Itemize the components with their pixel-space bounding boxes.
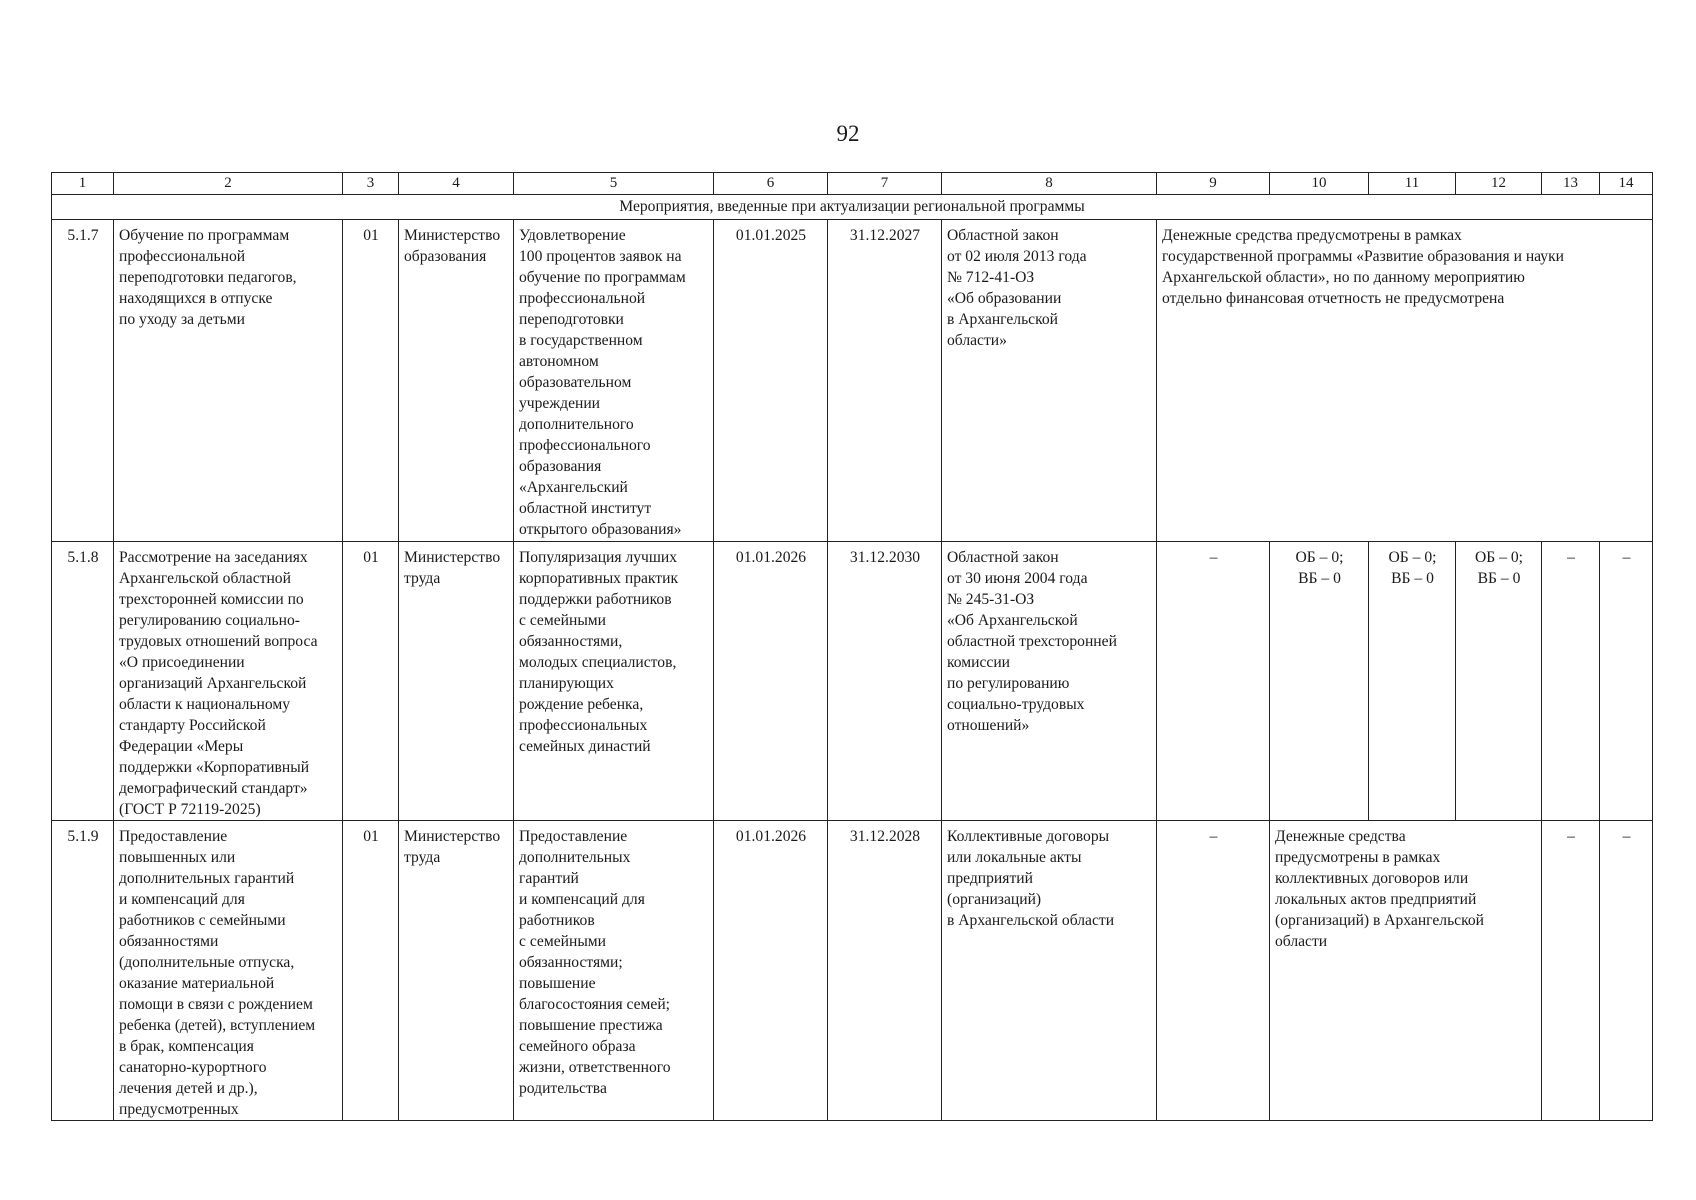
table-row bbox=[52, 542, 1653, 821]
column-number: 12 bbox=[1456, 173, 1542, 195]
item-number: 5.1.9 bbox=[52, 821, 114, 1121]
executor-cell: Министерство труда bbox=[399, 821, 514, 1121]
column-number: 1 bbox=[52, 173, 114, 195]
measure-name: Обучение по программам профессиональной переподготовки педагогов, находящихся в отпуске по уходу за детьми bbox=[114, 220, 343, 542]
funding-col-13: – bbox=[1542, 821, 1600, 1121]
column-number: 4 bbox=[399, 173, 514, 195]
finance-note: Денежные средства предусмотрены в рамках государственной программы «Развитие образования и науки Архангельской области», но по данному мероприятию отдельно финансовая отчетность не предусмотрена bbox=[1157, 220, 1653, 542]
table-row bbox=[52, 220, 1653, 542]
table-row bbox=[52, 821, 1653, 1121]
regional-program-table bbox=[51, 172, 1653, 1121]
code-cell: 01 bbox=[343, 821, 399, 1121]
funding-col-12: ОБ – 0; ВБ – 0 bbox=[1456, 542, 1542, 821]
code-cell: 01 bbox=[343, 542, 399, 821]
column-number: 2 bbox=[114, 173, 343, 195]
start-date: 01.01.2026 bbox=[714, 821, 828, 1121]
end-date: 31.12.2027 bbox=[828, 220, 942, 542]
funding-col-11: ОБ – 0; ВБ – 0 bbox=[1369, 542, 1456, 821]
funding-col-9: – bbox=[1157, 821, 1270, 1121]
column-number: 5 bbox=[514, 173, 714, 195]
column-number-row bbox=[52, 173, 1653, 195]
start-date: 01.01.2025 bbox=[714, 220, 828, 542]
column-number: 7 bbox=[828, 173, 942, 195]
code-cell: 01 bbox=[343, 220, 399, 542]
column-number: 3 bbox=[343, 173, 399, 195]
start-date: 01.01.2026 bbox=[714, 542, 828, 821]
column-number: 8 bbox=[942, 173, 1157, 195]
section-header-row bbox=[52, 195, 1653, 220]
funding-col-9: – bbox=[1157, 542, 1270, 821]
result-cell: Популяризация лучших корпоративных практик поддержки работников с семейными обязанностями, молодых специалистов, планирующих рождение ребенка, профессиональных семейных династий bbox=[514, 542, 714, 821]
item-number: 5.1.8 bbox=[52, 542, 114, 821]
column-number: 13 bbox=[1542, 173, 1600, 195]
column-number: 11 bbox=[1369, 173, 1456, 195]
legal-basis: Коллективные договоры или локальные акты предприятий (организаций) в Архангельской области bbox=[942, 821, 1157, 1121]
end-date: 31.12.2030 bbox=[828, 542, 942, 821]
result-cell: Предоставление дополнительных гарантий и компенсаций для работников с семейными обязанностями; повышение благосостояния семей; повышение престижа семейного образа жизни, ответственного родительства bbox=[514, 821, 714, 1121]
executor-cell: Министерство труда bbox=[399, 542, 514, 821]
end-date: 31.12.2028 bbox=[828, 821, 942, 1121]
section-title: Мероприятия, введенные при актуализации региональной программы bbox=[52, 195, 1653, 220]
finance-note: Денежные средства предусмотрены в рамках коллективных договоров или локальных актов предприятий (организаций) в Архангельской области bbox=[1270, 821, 1542, 1121]
column-number: 14 bbox=[1600, 173, 1653, 195]
result-cell: Удовлетворение 100 процентов заявок на обучение по программам профессиональной переподготовки в государственном автономном образовательном учреждении дополнительного профессионального образования «Архангельский областной институт открытого образования» bbox=[514, 220, 714, 542]
funding-col-14: – bbox=[1600, 542, 1653, 821]
legal-basis: Областной закон от 30 июня 2004 года № 245-31-ОЗ «Об Архангельской областной трехсторонней комиссии по регулированию социально-трудовых отношений» bbox=[942, 542, 1157, 821]
executor-cell: Министерство образования bbox=[399, 220, 514, 542]
column-number: 6 bbox=[714, 173, 828, 195]
legal-basis: Областной закон от 02 июля 2013 года № 712-41-ОЗ «Об образовании в Архангельской области» bbox=[942, 220, 1157, 542]
funding-col-13: – bbox=[1542, 542, 1600, 821]
page-number: 92 bbox=[836, 121, 860, 146]
funding-col-10: ОБ – 0; ВБ – 0 bbox=[1270, 542, 1369, 821]
item-number: 5.1.7 bbox=[52, 220, 114, 542]
measure-name: Рассмотрение на заседаниях Архангельской областной трехсторонней комиссии по регулированию социально- трудовых отношений вопроса «О присоединении организаций Архангельской области к национальному стандарту Российской Федерации «Меры поддержки «Корпоративный демографический стандарт» (ГОСТ Р 72119-2025) bbox=[114, 542, 343, 821]
column-number: 9 bbox=[1157, 173, 1270, 195]
measure-name: Предоставление повышенных или дополнительных гарантий и компенсаций для работников с семейными обязанностями (дополнительные отпуска, оказание материальной помощи в связи с рождением ребенка (детей), вступлением в брак, компенсация санаторно-курортного лечения детей и др.), предусмотренных bbox=[114, 821, 343, 1121]
funding-col-14: – bbox=[1600, 821, 1653, 1121]
column-number: 10 bbox=[1270, 173, 1369, 195]
